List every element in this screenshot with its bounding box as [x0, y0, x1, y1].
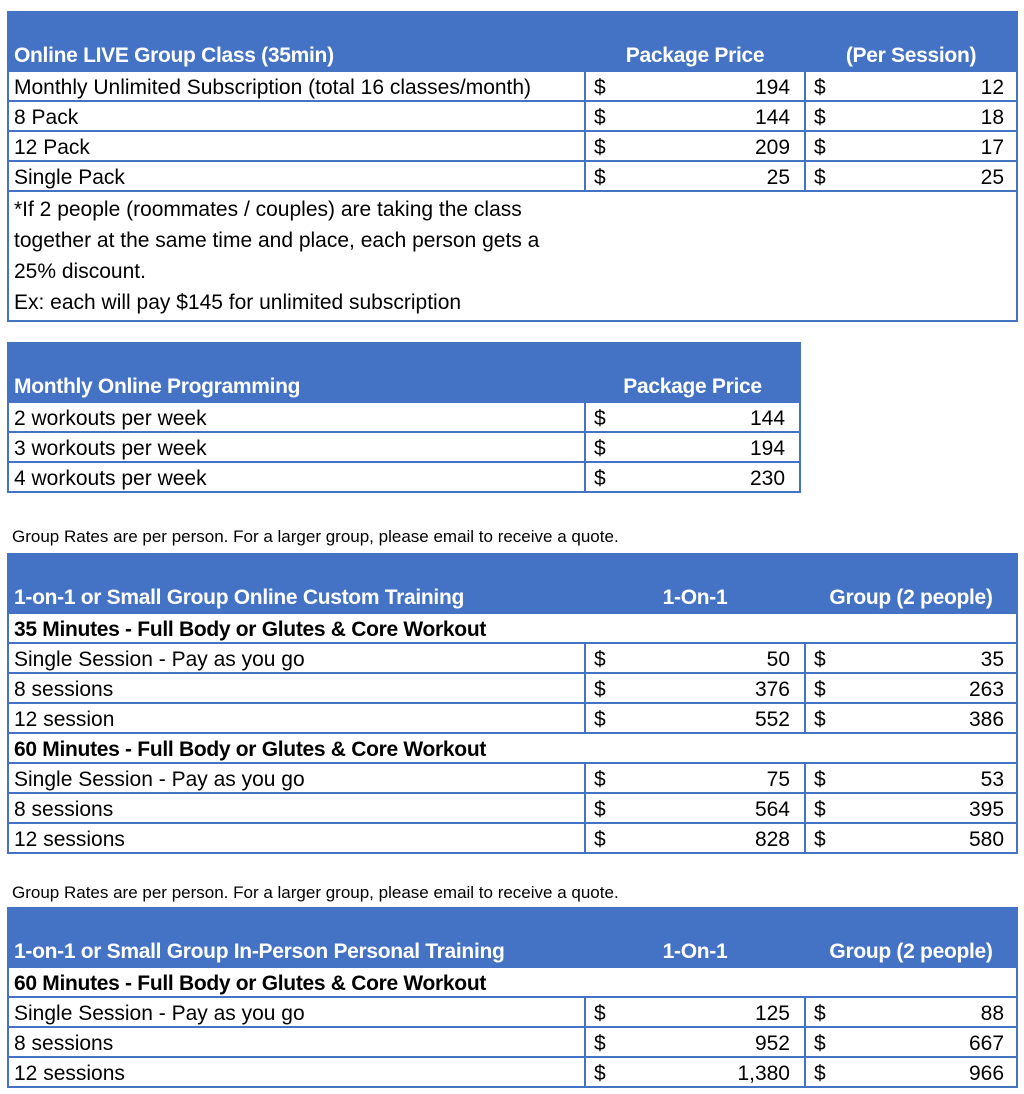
one-on-one-price: 75 — [625, 763, 805, 793]
note-spacer — [585, 191, 1017, 321]
row-name: Single Session - Pay as you go — [8, 763, 585, 793]
note-row — [8, 191, 1017, 321]
currency-symbol: $ — [805, 673, 845, 703]
currency-symbol: $ — [585, 1027, 625, 1057]
group-price: 395 — [845, 793, 1017, 823]
currency-symbol: $ — [585, 432, 625, 462]
header-package-price: Package Price — [585, 12, 805, 71]
discount-note-text: *If 2 people (roommates / couples) are taking the class together at the same time and place, each person gets a 25% discount. — [14, 198, 540, 283]
currency-symbol: $ — [805, 823, 845, 853]
currency-symbol: $ — [585, 71, 625, 101]
currency-symbol: $ — [585, 131, 625, 161]
currency-symbol: $ — [585, 462, 625, 492]
currency-symbol: $ — [585, 673, 625, 703]
currency-symbol: $ — [585, 1057, 625, 1087]
table-row — [8, 763, 1017, 793]
table-row — [8, 793, 1017, 823]
section-header — [8, 733, 1017, 763]
section-title: 60 Minutes - Full Body or Glutes & Core Workout — [8, 733, 1017, 763]
one-on-one-price: 552 — [625, 703, 805, 733]
row-name: 12 session — [8, 703, 585, 733]
package-price: 144 — [625, 402, 800, 432]
table-row — [8, 131, 1017, 161]
package-price: 194 — [625, 71, 805, 101]
currency-symbol: $ — [805, 71, 845, 101]
row-name: 4 workouts per week — [8, 462, 585, 492]
group-price: 386 — [845, 703, 1017, 733]
row-name: Monthly Unlimited Subscription (total 16 classes/month) — [8, 71, 585, 101]
currency-symbol: $ — [585, 101, 625, 131]
table-row — [8, 673, 1017, 703]
table-header — [8, 554, 1017, 613]
row-name: 8 sessions — [8, 673, 585, 703]
one-on-one-price: 1,380 — [625, 1057, 805, 1087]
table-header — [8, 12, 1017, 71]
online-custom-training-table — [7, 553, 1018, 854]
currency-symbol: $ — [585, 402, 625, 432]
group-price: 53 — [845, 763, 1017, 793]
live-group-table — [7, 11, 1018, 322]
row-name: Single Session - Pay as you go — [8, 643, 585, 673]
header-group: Group (2 people) — [805, 554, 1017, 613]
package-price: 194 — [625, 432, 800, 462]
currency-symbol: $ — [585, 703, 625, 733]
currency-symbol: $ — [805, 643, 845, 673]
currency-symbol: $ — [585, 823, 625, 853]
package-price: 230 — [625, 462, 800, 492]
header-per-session: (Per Session) — [805, 12, 1017, 71]
currency-symbol: $ — [805, 763, 845, 793]
per-session-price: 12 — [845, 71, 1017, 101]
table-header — [8, 343, 800, 402]
header-package-price: Package Price — [585, 343, 800, 402]
table-row — [8, 823, 1017, 853]
group-price: 88 — [845, 997, 1017, 1027]
discount-note-example: Ex: each will pay $145 for unlimited subscription — [14, 291, 462, 314]
group-rates-note: Group Rates are per person. For a larger group, please email to receive a quote. — [12, 883, 619, 902]
group-price: 966 — [845, 1057, 1017, 1087]
row-name: Single Pack — [8, 161, 585, 191]
row-name: 3 workouts per week — [8, 432, 585, 462]
group-price: 580 — [845, 823, 1017, 853]
one-on-one-price: 125 — [625, 997, 805, 1027]
table-row — [8, 101, 1017, 131]
one-on-one-price: 828 — [625, 823, 805, 853]
table-header — [8, 908, 1017, 967]
table-row — [8, 71, 1017, 101]
currency-symbol: $ — [805, 101, 845, 131]
per-session-price: 17 — [845, 131, 1017, 161]
table-row — [8, 1057, 1017, 1087]
one-on-one-price: 50 — [625, 643, 805, 673]
row-name: 12 sessions — [8, 1057, 585, 1087]
currency-symbol: $ — [585, 763, 625, 793]
table-row — [8, 432, 800, 462]
row-name: 8 sessions — [8, 1027, 585, 1057]
table-row — [8, 997, 1017, 1027]
programming-table — [7, 342, 801, 493]
table-row — [8, 161, 1017, 191]
currency-symbol: $ — [805, 161, 845, 191]
currency-symbol: $ — [805, 1027, 845, 1057]
one-on-one-price: 952 — [625, 1027, 805, 1057]
row-name: 12 sessions — [8, 823, 585, 853]
row-name: 2 workouts per week — [8, 402, 585, 432]
table-row — [8, 703, 1017, 733]
section-title: 35 Minutes - Full Body or Glutes & Core Workout — [8, 613, 1017, 643]
per-session-price: 25 — [845, 161, 1017, 191]
per-session-price: 18 — [845, 101, 1017, 131]
table-row — [8, 1027, 1017, 1057]
header-title: Monthly Online Programming — [8, 343, 585, 402]
package-price: 25 — [625, 161, 805, 191]
group-price: 263 — [845, 673, 1017, 703]
section-title: 60 Minutes - Full Body or Glutes & Core Workout — [8, 967, 1017, 997]
currency-symbol: $ — [805, 997, 845, 1027]
row-name: 12 Pack — [8, 131, 585, 161]
header-title: Online LIVE Group Class (35min) — [8, 12, 585, 71]
group-rates-note: Group Rates are per person. For a larger group, please email to receive a quote. — [12, 527, 619, 546]
group-price: 35 — [845, 643, 1017, 673]
header-group: Group (2 people) — [805, 908, 1017, 967]
row-name: 8 Pack — [8, 101, 585, 131]
currency-symbol: $ — [805, 793, 845, 823]
currency-symbol: $ — [585, 161, 625, 191]
in-person-training-table — [7, 907, 1018, 1088]
table-row — [8, 402, 800, 432]
package-price: 209 — [625, 131, 805, 161]
row-name: Single Session - Pay as you go — [8, 997, 585, 1027]
one-on-one-price: 376 — [625, 673, 805, 703]
currency-symbol: $ — [585, 997, 625, 1027]
section-header — [8, 967, 1017, 997]
one-on-one-price: 564 — [625, 793, 805, 823]
row-name: 8 sessions — [8, 793, 585, 823]
package-price: 144 — [625, 101, 805, 131]
currency-symbol: $ — [585, 643, 625, 673]
currency-symbol: $ — [585, 793, 625, 823]
discount-note — [8, 191, 585, 321]
currency-symbol: $ — [805, 131, 845, 161]
group-price: 667 — [845, 1027, 1017, 1057]
currency-symbol: $ — [805, 1057, 845, 1087]
table-row — [8, 643, 1017, 673]
header-title: 1-on-1 or Small Group In-Person Personal Training — [8, 908, 585, 967]
header-one-on-one: 1-On-1 — [585, 908, 805, 967]
section-header — [8, 613, 1017, 643]
currency-symbol: $ — [805, 703, 845, 733]
header-one-on-one: 1-On-1 — [585, 554, 805, 613]
table-row — [8, 462, 800, 492]
header-title: 1-on-1 or Small Group Online Custom Training — [8, 554, 585, 613]
